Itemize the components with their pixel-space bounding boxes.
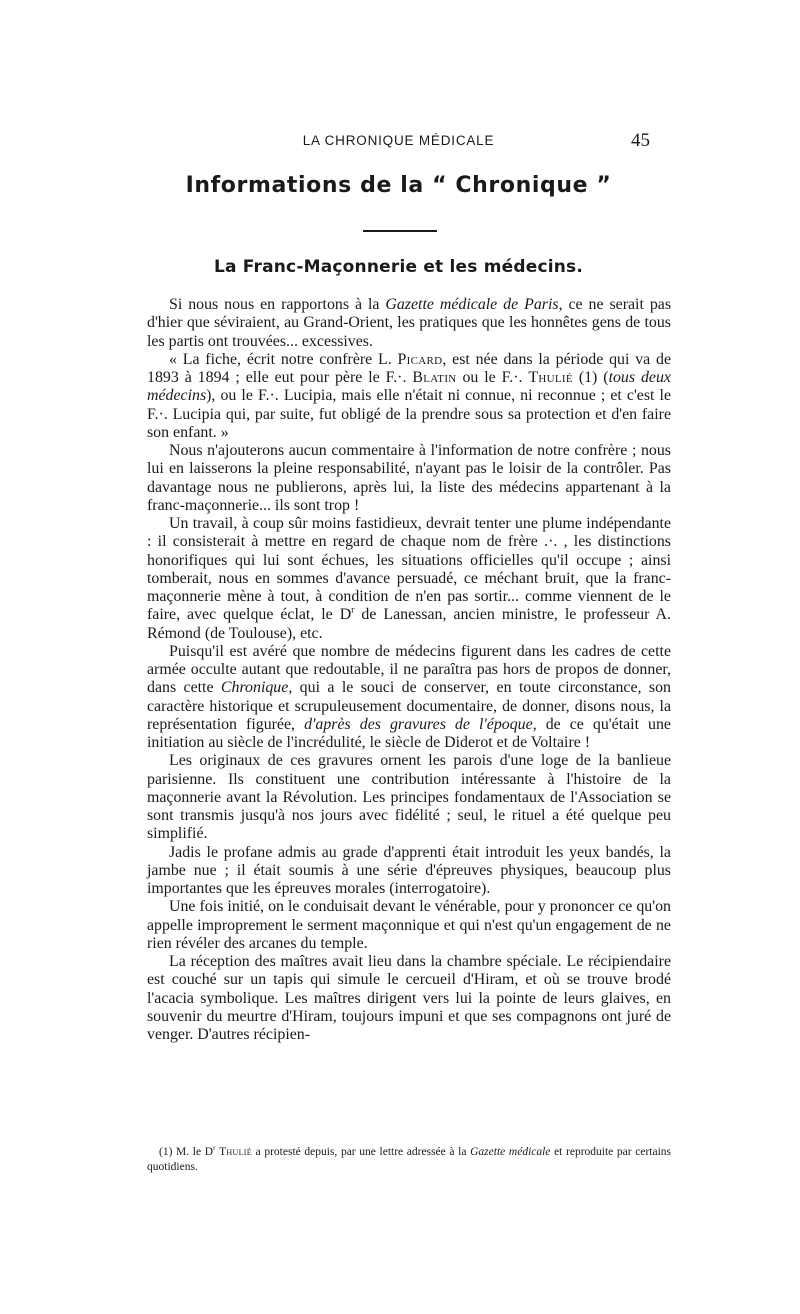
- paragraph: [147, 351, 671, 442]
- running-title: LA CHRONIQUE MÉDICALE: [302, 133, 495, 148]
- paragraph: [147, 643, 671, 753]
- italic-text: tous deux médecins: [147, 369, 671, 405]
- text-segment: Une fois initié, on le conduisait devant le vénérable, pour y prononcer ce qu'on appelle improprement le serment maçonnique et qui n'est qu'un engagement de ne rien révéler des arcanes du temple.: [147, 898, 671, 952]
- text-segment: ou le F.·.: [456, 369, 529, 386]
- text-segment: (1) M. le D: [159, 1146, 214, 1158]
- text-segment: Les originaux de ces gravures ornent les parois d'une loge de la banlieue parisienne. Ils constituent une contribution intéressante à l'histoire de la maçonnerie avant la Révolution. Les principes fondamentaux de l'Association se sont transmis jusqu'à nos jours avec fidélité ; seul, le rituel a été quelque peu simplifié.: [147, 752, 671, 843]
- paragraph: [147, 953, 671, 1044]
- italic-text: d'après des gravures de l'époque: [304, 715, 533, 733]
- paragraph: [147, 296, 671, 351]
- text-segment: « La fiche, écrit notre confrère L.: [169, 350, 398, 368]
- italic-text: Gazette médicale de Paris: [385, 296, 559, 313]
- text-segment: La réception des maîtres avait lieu dans la chambre spéciale. Le récipiendaire est couché sur un tapis qui simule le cercueil d'Hiram, et où se trouve brodé l'acacia symbolique. Les maîtres dirigent vers lui la pointe de leurs glaives, en souvenir du meurtre d'Hiram, toujours impuni et que ses compagnons ont juré de venger. D'autres récipien-: [147, 953, 671, 1043]
- text-segment: , de ce qu'était une initiation au siècle de l'incrédulité, le siècle de Diderot et de Voltaire !: [147, 715, 671, 751]
- paragraph: [147, 844, 671, 899]
- page-number: 45: [631, 130, 650, 151]
- small-caps-name: Picard: [397, 350, 443, 368]
- italic-text: Chronique: [220, 679, 289, 697]
- text-segment: de Lanessan, ancien ministre, le professeur A. Rémond (de Toulouse), etc.: [147, 606, 671, 642]
- paragraph: [147, 752, 671, 843]
- italic-text: Gazette médicale: [470, 1146, 551, 1158]
- small-caps-name: Thulié: [528, 369, 573, 386]
- text-segment: (1) (: [572, 369, 609, 386]
- article-title: La Franc-Maçonnerie et les médecins.: [213, 257, 584, 277]
- superscript: r: [213, 1144, 216, 1153]
- text-segment: Si nous nous en rapportons à la: [169, 296, 386, 313]
- article-body: [147, 296, 671, 1044]
- text-segment: Nous n'ajouterons aucun commentaire à l'information de notre confrère ; nous lui en laisserons la pleine responsabilité, n'ayant pas le loisir de la contrôler. Pas davantage nous ne publierons, après lui, la liste des médecins appartenant à la franc-maçonnerie... ils sont trop !: [147, 442, 671, 514]
- text-segment: Un travail, à coup sûr moins fastidieux, devrait tenter une plume indépendante : il consisterait à mettre en regard de chaque nom de frère .·. , les distinctions honorifiques qui lui sont échues, les situations officielles qu'il occupe ; ainsi tomberait, nous en sommes d'avance persuadé, ce méchant bruit, que la franc-maçonnerie mène à tout, à condition de n'en pas sortir... comme viennent de le faire, avec quelque éclat, le D: [147, 515, 671, 624]
- text-segment: a protesté depuis, par une lettre adressée à la: [251, 1146, 471, 1158]
- footnote-text: [147, 1145, 671, 1175]
- footnote: [147, 1145, 671, 1175]
- text-segment: Puisqu'il est avéré que nombre de médecins figurent dans les cadres de cette armée occulte autant que redoutable, il ne paraîtra pas hors de propos de donner, dans cette: [147, 642, 671, 697]
- small-caps-name: Blatin: [412, 369, 457, 386]
- text-segment: , ce ne serait pas d'hier que séviraient, au Grand-Orient, les pratiques que les honnêtes gens de tous les partis ont trouvées... excessives.: [147, 296, 672, 350]
- text-segment: Jadis le profane admis au grade d'apprenti était introduit les yeux bandés, la jambe nue ; il était soumis à une série d'épreuves physiques, beaucoup plus importantes que les épreuves morales (interrogatoire).: [147, 843, 671, 897]
- title-rule: [363, 230, 437, 232]
- running-head: [147, 130, 650, 153]
- text-segment: , qui a le souci de conserver, en toute circonstance, son caractère historique et scrupuleusement documentaire, de donner, disons nous, la représentation figurée,: [147, 679, 671, 733]
- paragraph: [147, 515, 671, 643]
- paragraph: [147, 898, 671, 953]
- text-segment: , est née dans la période qui va de 1893 à 1894 ; elle eut pour père le F.·.: [147, 350, 671, 386]
- section-title: Informations de la “ Chronique ”: [185, 173, 612, 198]
- text-segment: et reproduite par certains quotidiens.: [147, 1146, 672, 1173]
- paragraph: [147, 442, 671, 515]
- superscript: r: [351, 604, 355, 616]
- text-segment: ), ou le F.·. Lucipia, mais elle n'était ni connue, ni reconnue ; et c'est le F.·. Lucipia qui, par suite, fut obligé de la prendre sous sa protection et d'en faire son enfant. »: [147, 387, 671, 441]
- small-caps-name: Thulié: [219, 1146, 252, 1158]
